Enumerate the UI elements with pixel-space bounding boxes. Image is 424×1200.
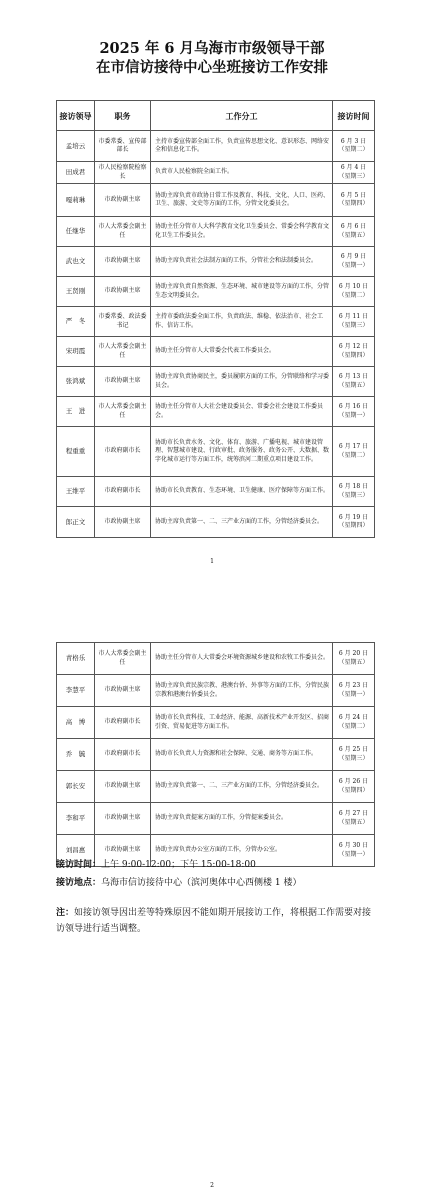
visit-date: 6 月 20 日（星期五） [333,643,375,675]
table-row [57,367,375,397]
table-row [57,337,375,367]
leader-name: 宋玥霞 [57,337,95,367]
visit-date: 6 月 24 日（星期二） [333,707,375,739]
leader-position: 市政协副主席 [95,247,151,277]
table-row [57,739,375,771]
table-row [57,247,375,277]
document-title-line-1: 2025 年 6 月乌海市市级领导干部 [99,40,325,57]
table-row [57,427,375,477]
visit-date: 6 月 25 日（星期三） [333,739,375,771]
table-row [57,675,375,707]
leader-name: 李和平 [57,803,95,835]
visit-date: 6 月 4 日（星期三） [333,162,375,184]
duty-description: 协助主席负责办公室方面的工作，分管办公室。 [151,835,333,867]
note-label: 注： [56,908,75,918]
visit-time-value: 上午 9:00-12:00；下午 15:00-18:00 [101,860,256,870]
visit-date: 6 月 16 日（星期一） [333,397,375,427]
leader-name: 李慧平 [57,675,95,707]
visit-place-value: 乌海市信访接待中心（滨河奥体中心西侧楼 1 楼） [101,878,302,888]
duty-description: 协助市长负责水务、文化、体育、旅游、广播电视、城市建设管理、智慧城市建设、行政审批、政务服务、政务公开、大数据、数字化城市运行等方面工作，统筹滨河二期重点项目建设工作。 [151,427,333,477]
leader-position: 市政府副市长 [95,739,151,771]
visit-time-label: 接访时间： [56,860,102,870]
leader-name: 严 冬 [57,307,95,337]
table-row [57,643,375,675]
visit-place [56,876,386,891]
leader-position: 市政府副市长 [95,477,151,507]
table-row [57,707,375,739]
leader-position: 市人大常委会副主任 [95,643,151,675]
schedule-table-page-2 [56,642,375,867]
visit-date: 6 月 5 日（星期四） [333,184,375,217]
leader-name: 张鸿斌 [57,367,95,397]
duty-description: 主持市委宣传部全面工作，负责宣传思想文化、意识形态、网络安全和信息化工作。 [151,131,333,162]
table-row [57,307,375,337]
duty-description: 协助主席负责第一、二、三产业方面的工作，分管经济委员会。 [151,771,333,803]
leader-position: 市人大常委会副主任 [95,397,151,427]
duty-description: 协助主席负责提案方面的工作，分管提案委员会。 [151,803,333,835]
leader-position: 市政府副市长 [95,707,151,739]
leader-name: 郎正文 [57,507,95,538]
leader-position: 市政府副市长 [95,427,151,477]
table-row [57,131,375,162]
table-row [57,771,375,803]
duty-description: 协助主任分管市人大常委会代表工作委员会。 [151,337,333,367]
header-leader: 接访领导 [57,101,95,131]
visit-date: 6 月 13 日（星期五） [333,367,375,397]
visit-date: 6 月 23 日（星期一） [333,675,375,707]
visit-date: 6 月 6 日（星期五） [333,217,375,247]
table-row [57,477,375,507]
leader-position: 市委常委、政法委书记 [95,307,151,337]
leader-position: 市政协副主席 [95,184,151,217]
leader-position: 市委常委、宣传部部长 [95,131,151,162]
leader-name: 程重重 [57,427,95,477]
leader-position: 市人大常委会副主任 [95,217,151,247]
duty-description: 协助主席负责第一、二、三产业方面的工作，分管经济委员会。 [151,507,333,538]
leader-name: 王维平 [57,477,95,507]
table-row [57,162,375,184]
leader-name: 任继华 [57,217,95,247]
visit-date: 6 月 17 日（星期二） [333,427,375,477]
visit-place-label: 接访地点： [56,878,102,888]
adjustment-note [56,905,376,937]
visit-date: 6 月 3 日（星期二） [333,131,375,162]
visit-date: 6 月 12 日（星期四） [333,337,375,367]
page-number-1: 1 [210,558,214,565]
header-time: 接访时间 [333,101,375,131]
leader-name: 王贤刚 [57,277,95,307]
visit-date: 6 月 30 日（星期一） [333,835,375,867]
duty-description: 协助主席负责民族宗教、港澳台侨、外事等方面的工作，分管民族宗教和港澳台侨委员会。 [151,675,333,707]
leader-position: 市政协副主席 [95,507,151,538]
leader-name: 嘎莉琳 [57,184,95,217]
header-duty: 工作分工 [151,101,333,131]
page-2 [0,600,424,1200]
table-row [57,184,375,217]
leader-position: 市政协副主席 [95,277,151,307]
duty-description: 协助主席负责社会法制方面的工作，分管社会和法制委员会。 [151,247,333,277]
duty-description: 协助市长负责人力资源和社会保障、交通、商务等方面工作。 [151,739,333,771]
visit-date: 6 月 19 日（星期四） [333,507,375,538]
table-row [57,803,375,835]
leader-name: 孟培云 [57,131,95,162]
visit-date: 6 月 26 日（星期四） [333,771,375,803]
leader-name: 高 博 [57,707,95,739]
duty-description: 协助主席负责协商民主，委员履职方面的工作，分管联络和学习委员会。 [151,367,333,397]
duty-description: 协助市长负责科技、工业经济、能源、高新技术产业开发区、招商引资、贸易促进等方面工作。 [151,707,333,739]
leader-position: 市政协副主席 [95,771,151,803]
table-row [57,217,375,247]
leader-position: 市人大常委会副主任 [95,337,151,367]
duty-description: 协助主席负责市政协日常工作及教育、科技、文化、人口、医药、卫生、旅游、文史等方面的工作，分管文化委员会。 [151,184,333,217]
duty-description: 协助主任分管市人大科学教育文化卫生委员会、常委会科学教育文化卫生工作委员会。 [151,217,333,247]
leader-name: 刘昌惠 [57,835,95,867]
visit-date: 6 月 9 日（星期一） [333,247,375,277]
leader-position: 市政协副主席 [95,367,151,397]
leader-name: 王 进 [57,397,95,427]
visit-date: 6 月 10 日（星期二） [333,277,375,307]
schedule-table-page-1 [56,100,375,538]
leader-name: 武也文 [57,247,95,277]
duty-description: 协助主任分管市人大社会建设委员会、常委会社会建设工作委员会。 [151,397,333,427]
table-row [57,397,375,427]
table-row [57,507,375,538]
leader-name: 郭长安 [57,771,95,803]
visit-date: 6 月 11 日（星期三） [333,307,375,337]
leader-name: 乔 毓 [57,739,95,771]
note-text: 如接访领导因出差等特殊原因不能如期开展接访工作，将根据工作需要对接访领导进行适当调整。 [56,908,372,934]
page-number-2: 2 [210,1182,214,1189]
leader-position: 市政协副主席 [95,675,151,707]
document-title-line-2: 在市信访接待中心坐班接访工作安排 [96,59,328,76]
table-header-row [57,101,375,131]
visit-date: 6 月 27 日（星期五） [333,803,375,835]
visit-time [56,858,386,873]
leader-name: 田成君 [57,162,95,184]
duty-description: 协助市长负责教育、生态环境、卫生健康、医疗保障等方面工作。 [151,477,333,507]
leader-name: 青格乐 [57,643,95,675]
leader-position: 市人民检察院检察长 [95,162,151,184]
duty-description: 协助主任分管市人大常委会环境资源城乡建设和农牧工作委员会。 [151,643,333,675]
duty-description: 负责市人民检察院全面工作。 [151,162,333,184]
header-position: 职务 [95,101,151,131]
duty-description: 主持市委政法委全面工作，负责政法、维稳、依法治市、社会工作、信访工作。 [151,307,333,337]
duty-description: 协助主席负责自然资源、生态环境、城市建设等方面的工作，分管生态文明委员会。 [151,277,333,307]
leader-position: 市政协副主席 [95,803,151,835]
leader-position: 市政协副主席 [95,835,151,867]
table-row [57,277,375,307]
visit-date: 6 月 18 日（星期三） [333,477,375,507]
